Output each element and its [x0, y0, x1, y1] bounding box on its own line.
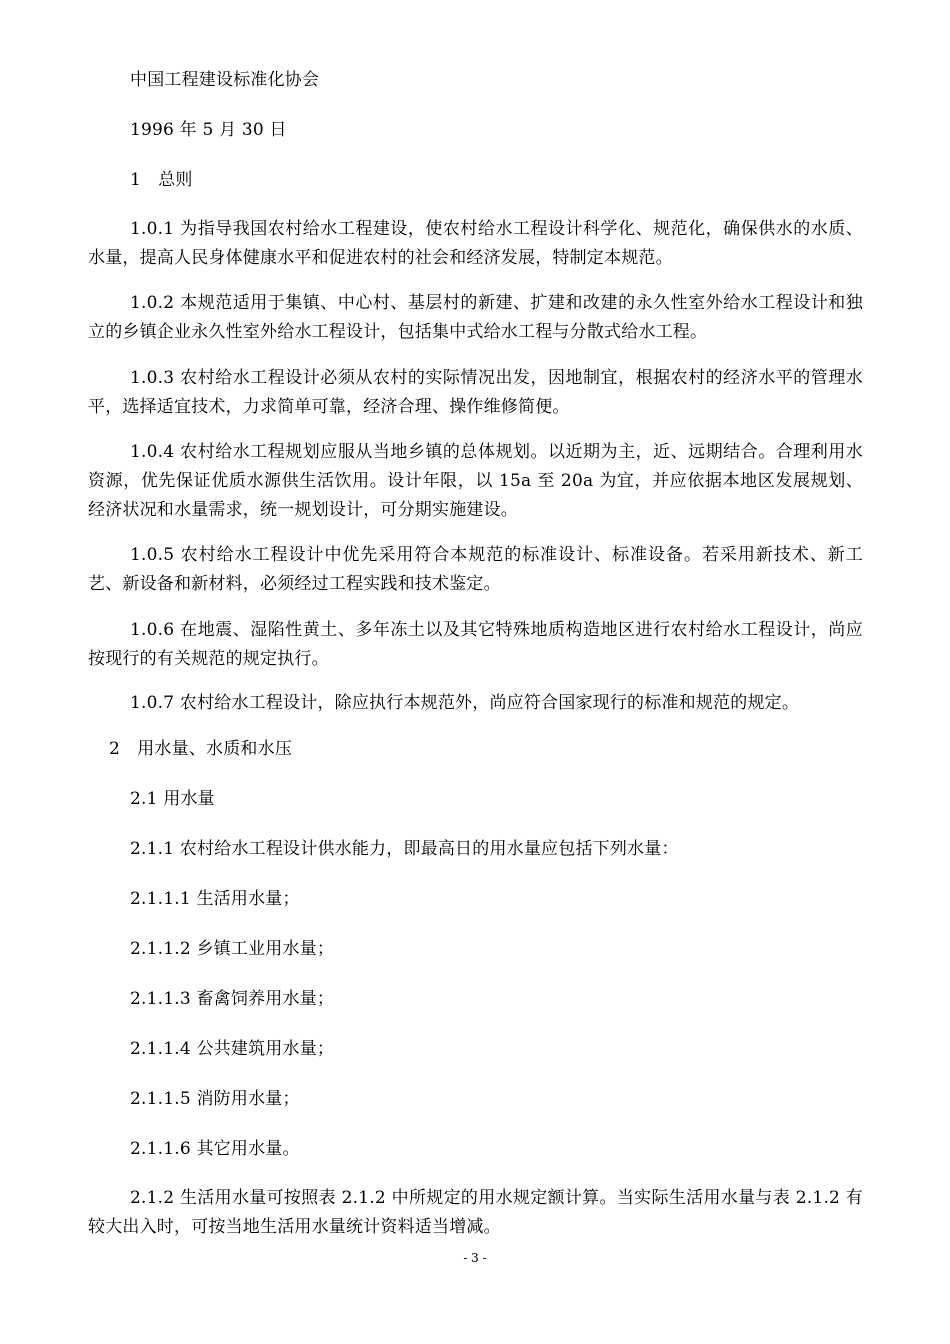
item-2-1-1-2: 2.1.1.2 乡镇工业用水量； — [130, 939, 335, 959]
issuing-organization: 中国工程建设标准化协会 — [130, 70, 320, 90]
clause-1-0-5: 1.0.5 农村给水工程设计中优先采用符合本规范的标准设计、标准设备。若采用新技术、新工艺、新设备和新材料，必须经过工程实践和技术鉴定。 — [88, 545, 863, 594]
item-2-1-1-6: 2.1.1.6 其它用水量。 — [130, 1139, 300, 1159]
clause-1-0-7: 1.0.7 农村给水工程设计，除应执行本规范外，尚应符合国家现行的标准和规范的规定。 — [130, 693, 800, 713]
page-number: - 3 - — [463, 1251, 487, 1265]
clause-1-0-6: 1.0.6 在地震、湿陷性黄土、多年冻土以及其它特殊地质构造地区进行农村给水工程设计，尚应按现行的有关规范的规定执行。 — [88, 620, 863, 669]
item-2-1-1-3: 2.1.1.3 畜禽饲养用水量； — [130, 989, 335, 1009]
clause-1-0-4: 1.0.4 农村给水工程规划应服从当地乡镇的总体规划。以近期为主，近、远期结合。合理利用水资源，优先保证优质水源供生活饮用。设计年限，以 15a 至 20a 为宜，并应依据本地区发展规划、经济状况和水量需求，统一规划设计，可分期实施建设。 — [88, 442, 863, 520]
clause-1-0-2: 1.0.2 本规范适用于集镇、中心村、基层村的新建、扩建和改建的永久性室外给水工程设计和独立的乡镇企业永久性室外给水工程设计，包括集中式给水工程与分散式给水工程。 — [88, 293, 863, 342]
clause-2-1-1: 2.1.1 农村给水工程设计供水能力，即最高日的用水量应包括下列水量： — [130, 839, 679, 859]
issue-date: 1996 年 5 月 30 日 — [130, 120, 287, 140]
subsection-heading-2-1: 2.1 用水量 — [130, 789, 215, 809]
item-2-1-1-1: 2.1.1.1 生活用水量； — [130, 889, 300, 909]
item-2-1-1-4: 2.1.1.4 公共建筑用水量； — [130, 1039, 335, 1059]
clause-2-1-2: 2.1.2 生活用水量可按照表 2.1.2 中所规定的用水规定额计算。当实际生活用水量与表 2.1.2 有较大出入时，可按当地生活用水量统计资料适当增减。 — [88, 1188, 863, 1237]
item-2-1-1-5: 2.1.1.5 消防用水量； — [130, 1089, 300, 1109]
section-heading-1: 1 总则 — [130, 170, 193, 190]
clause-1-0-3: 1.0.3 农村给水工程设计必须从农村的实际情况出发，因地制宜，根据农村的经济水平的管理水平，选择适宜技术，力求简单可靠，经济合理、操作维修简便。 — [88, 368, 863, 417]
clause-1-0-1: 1.0.1 为指导我国农村给水工程建设，使农村给水工程设计科学化、规范化，确保供水的水质、水量，提高人民身体健康水平和促进农村的社会和经济发展，特制定本规范。 — [88, 219, 863, 268]
section-heading-2: 2 用水量、水质和水压 — [109, 739, 293, 759]
